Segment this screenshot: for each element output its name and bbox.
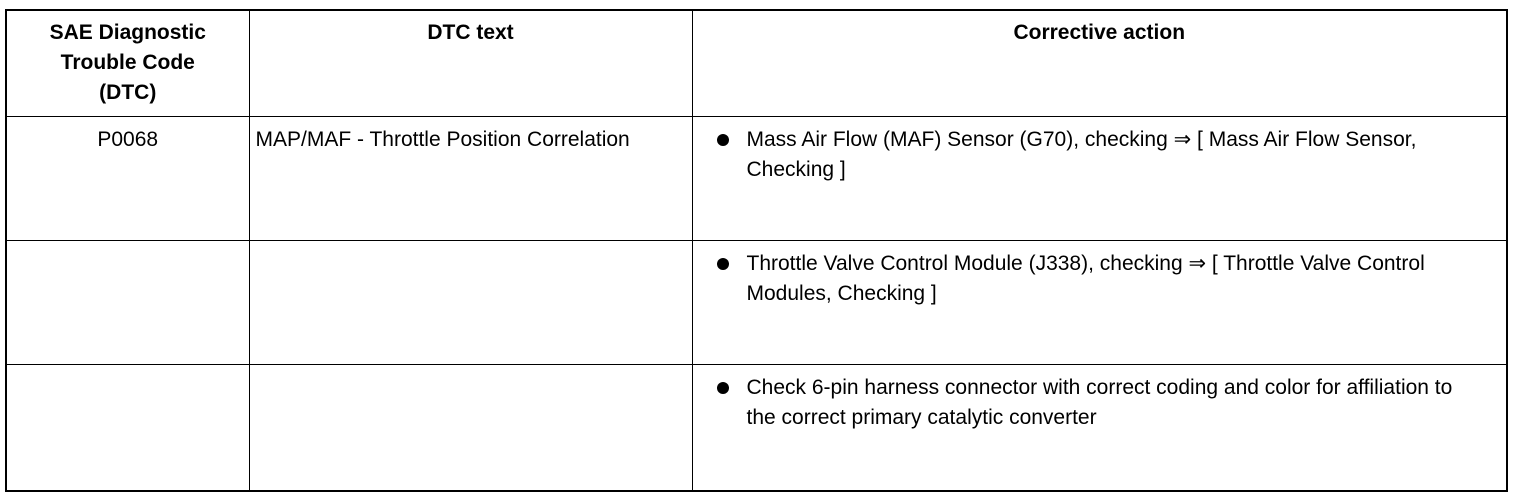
dtc-code-cell: P0068 bbox=[6, 117, 249, 241]
dtc-code-cell bbox=[6, 241, 249, 365]
header-dtc-code-line: SAE Diagnostic bbox=[49, 21, 206, 44]
table-row bbox=[6, 117, 1507, 241]
action-text: Mass Air Flow (MAF) Sensor (G70), checking ⇒ [ Mass Air Flow Sensor, Checking ] bbox=[746, 128, 1417, 181]
corrective-action-cell bbox=[692, 241, 1507, 365]
dtc-code-cell bbox=[6, 365, 249, 491]
header-dtc-code-line: (DTC) bbox=[99, 81, 157, 104]
corrective-action-cell bbox=[692, 117, 1507, 241]
bullet-icon bbox=[717, 382, 729, 394]
header-dtc-code bbox=[6, 10, 249, 117]
action-bullet-item bbox=[717, 125, 1487, 185]
action-bullet-item bbox=[717, 249, 1487, 309]
dtc-table bbox=[5, 9, 1508, 492]
action-text: Check 6-pin harness connector with correct coding and color for affiliation to the correct primary catalytic converter bbox=[746, 376, 1453, 429]
dtc-text-cell bbox=[249, 365, 692, 491]
table-header-row bbox=[6, 10, 1507, 117]
dtc-text-cell: MAP/MAF - Throttle Position Correlation bbox=[249, 117, 692, 241]
header-dtc-code-line: Trouble Code bbox=[60, 51, 195, 74]
header-corrective-action: Corrective action bbox=[692, 10, 1507, 117]
action-bullet-item bbox=[717, 373, 1487, 433]
action-text: Throttle Valve Control Module (J338), checking ⇒ [ Throttle Valve Control Modules, Checking ] bbox=[746, 252, 1425, 305]
bullet-icon bbox=[717, 134, 729, 146]
dtc-text-cell bbox=[249, 241, 692, 365]
table-row bbox=[6, 365, 1507, 491]
table-row bbox=[6, 241, 1507, 365]
corrective-action-cell bbox=[692, 365, 1507, 491]
bullet-icon bbox=[717, 258, 729, 270]
header-dtc-text: DTC text bbox=[249, 10, 692, 117]
